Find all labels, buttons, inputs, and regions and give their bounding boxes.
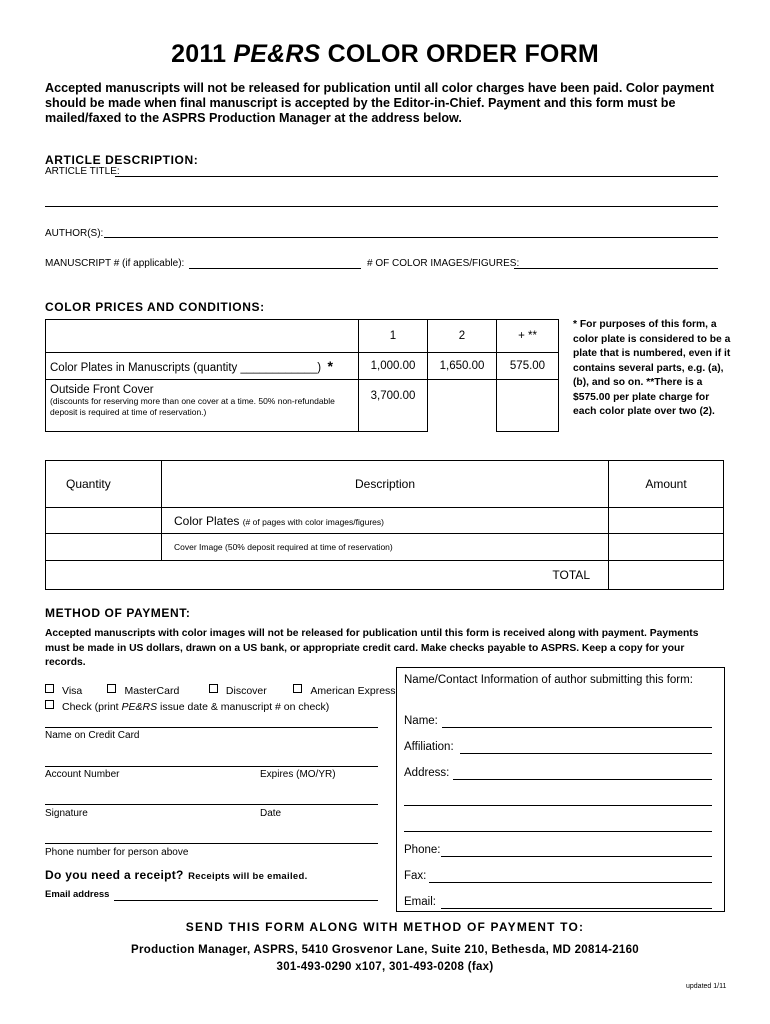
payment-heading: METHOD OF PAYMENT: — [45, 606, 191, 620]
order-amount-color-plates[interactable] — [609, 508, 724, 534]
check-checkbox[interactable] — [45, 700, 54, 709]
price-extra-plate: 575.00 — [497, 353, 559, 380]
price-side-note: * For purposes of this form, a color plate is considered to be a plate that is numbered, even if it contains several parts, e.g. (a), (b), and so on. **There is a $575.00 per plate charge for each color plate over two (2). — [573, 319, 731, 417]
price-1-plate: 1,000.00 — [359, 353, 428, 380]
price-col-3: + ** — [497, 320, 559, 353]
order-qty-cover[interactable] — [46, 534, 162, 561]
name-on-card-field[interactable] — [45, 727, 378, 728]
visa-option[interactable]: Visa — [45, 684, 103, 697]
name-on-card-label: Name on Credit Card — [45, 730, 140, 741]
front-cover-note: (discounts for reserving more than one cover at a time. 50% non-refundable deposit is required at time of reservation.) — [50, 396, 335, 417]
contact-email-field[interactable] — [441, 908, 712, 909]
intro-text: Accepted manuscripts will not be released for publication until all color charges have been paid. Color payment should be made when final manuscript is accepted by the Editor-in-Chief. Payment and this form must be mailed/faxed to the ASPRS Production Manager at the address below. — [45, 81, 715, 125]
contact-address-label: Address: — [404, 767, 450, 779]
email-address-field[interactable] — [114, 900, 378, 901]
contact-address-field-1[interactable] — [453, 779, 712, 780]
color-prices-table — [45, 319, 559, 432]
manuscript-label: MANUSCRIPT # (if applicable): — [45, 258, 185, 269]
signature-label: Signature — [45, 808, 88, 819]
contact-fax-label: Fax: — [404, 870, 427, 882]
manuscript-field[interactable] — [189, 268, 361, 269]
contact-box — [396, 667, 725, 912]
order-header-quantity: Quantity — [46, 461, 162, 508]
color-plates-star: * — [327, 358, 333, 374]
contact-phone-field[interactable] — [441, 856, 712, 857]
check-option[interactable]: Check (print PE&RS issue date & manuscript # on check) — [45, 700, 329, 713]
front-cover-price: 3,700.00 — [359, 380, 428, 432]
order-amount-cover[interactable] — [609, 534, 724, 561]
send-form-heading: SEND THIS FORM ALONG WITH METHOD OF PAYMENT TO: — [185, 920, 585, 934]
phone-label: Phone number for person above — [45, 847, 189, 858]
expires-label: Expires (MO/YR) — [260, 769, 336, 780]
article-title-field[interactable] — [115, 176, 718, 177]
contact-email-label: Email: — [404, 896, 436, 908]
order-cover-label: Cover Image (50% deposit required at time of reservation) — [162, 534, 609, 561]
updated-note: updated 1/11 — [686, 983, 727, 990]
contact-phone-label: Phone: — [404, 844, 441, 856]
price-col-2: 2 — [428, 320, 497, 353]
contact-fax-field[interactable] — [429, 882, 712, 883]
email-address-label: Email address — [45, 889, 110, 900]
account-number-field[interactable] — [45, 766, 378, 767]
account-number-label: Account Number — [45, 769, 120, 780]
front-cover-label: Outside Front Cover — [50, 384, 154, 396]
article-title-field-2[interactable] — [45, 206, 718, 207]
color-plates-label: Color Plates in Manuscripts (quantity ____________) — [50, 362, 322, 374]
amex-checkbox[interactable] — [293, 684, 302, 693]
images-label: # OF COLOR IMAGES/FIGURES: — [367, 258, 520, 269]
receipt-note: Receipts will be emailed. — [188, 871, 308, 882]
authors-label: AUTHOR(S): — [45, 228, 104, 239]
payment-text: Accepted manuscripts with color images will not be released for publication until this form is received along with payment. Payments must be made in US dollars, drawn on a US bank, or appropriate credit card. Make checks payable to ASPRS. Keep a copy for your records. — [45, 628, 699, 668]
contact-address-field-2[interactable] — [404, 805, 712, 806]
contact-name-field[interactable] — [442, 727, 712, 728]
authors-field[interactable] — [104, 237, 718, 238]
contact-affiliation-label: Affiliation: — [404, 741, 454, 753]
order-header-description: Description — [162, 461, 609, 508]
receipt-question: Do you need a receipt? Receipts will be emailed. — [45, 868, 308, 882]
price-2-plates: 1,650.00 — [428, 353, 497, 380]
contact-affiliation-field[interactable] — [460, 753, 712, 754]
signature-field[interactable] — [45, 804, 378, 805]
discover-option[interactable]: Discover — [209, 684, 289, 697]
article-title-label: ARTICLE TITLE: — [45, 166, 120, 177]
order-color-plates-note: (# of pages with color images/figures) — [242, 516, 384, 527]
article-description-heading: ARTICLE DESCRIPTION: — [45, 153, 199, 167]
price-col-1: 1 — [359, 320, 428, 353]
mastercard-checkbox[interactable] — [107, 684, 116, 693]
contact-title: Name/Contact Information of author submitting this form: — [404, 674, 693, 686]
page-title: 2011 PE&RS COLOR ORDER FORM — [171, 40, 599, 68]
order-color-plates-label: Color Plates — [174, 513, 240, 528]
order-header-amount: Amount — [609, 461, 724, 508]
amex-option[interactable]: American Express — [293, 684, 395, 697]
mailing-address: Production Manager, ASPRS, 5410 Grosvenor Lane, Suite 210, Bethesda, MD 20814-2160 — [131, 944, 639, 956]
mastercard-option[interactable]: MasterCard — [107, 684, 204, 697]
order-table — [45, 460, 724, 590]
contact-address-field-3[interactable] — [404, 831, 712, 832]
date-label: Date — [260, 808, 282, 819]
phone-field[interactable] — [45, 843, 378, 844]
color-prices-heading: COLOR PRICES AND CONDITIONS: — [45, 300, 265, 314]
contact-name-label: Name: — [404, 715, 438, 727]
discover-checkbox[interactable] — [209, 684, 218, 693]
order-total-label: TOTAL — [46, 561, 609, 590]
images-field[interactable] — [514, 268, 718, 269]
order-qty-color-plates[interactable] — [46, 508, 162, 534]
visa-checkbox[interactable] — [45, 684, 54, 693]
order-total-amount[interactable] — [609, 561, 724, 590]
contact-phones: 301-493-0290 x107, 301-493-0208 (fax) — [276, 961, 494, 973]
